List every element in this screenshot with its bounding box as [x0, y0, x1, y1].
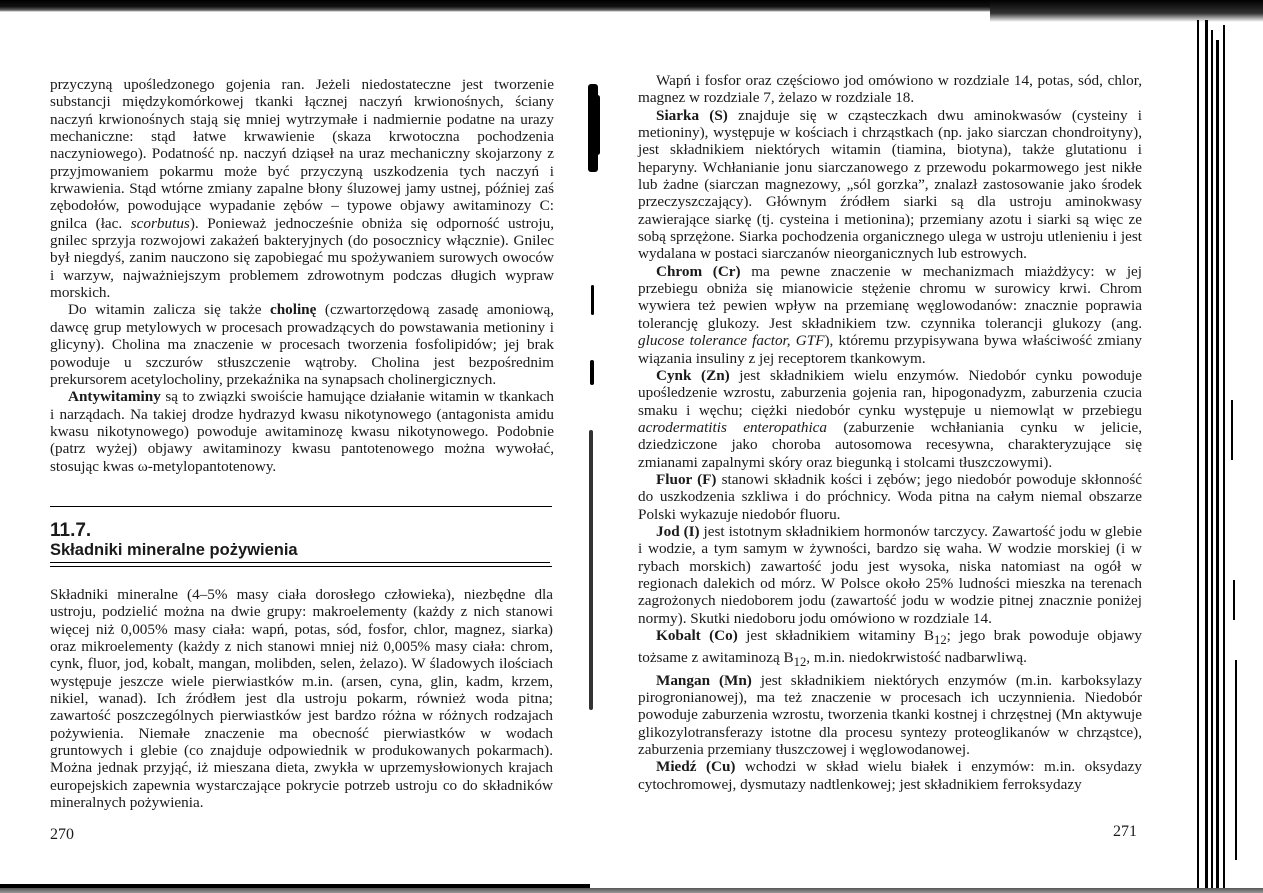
left-column-top	[50, 76, 554, 475]
paragraph: Cynk (Zn) jest składnikiem wielu enzymów. Niedobór cynku powoduje upośledzenie wzrostu, zaburzenia gojenia ran, hipogonadyzm, zaburzenia czucia smaku i węchu; ciężki niedobór cynku występuje u niemowląt w przebiegu acrodermatitis enteropathica (zaburzenie wchłaniania cynku w jelicie, dziedziczone jako choroba autosomowa recesywna, charakteryzujące się zmianami zapalnymi skóry oraz biegunką i stolcami tłuszczowymi).	[638, 366, 1142, 471]
paragraph: Mangan (Mn) jest składnikiem niektórych enzymów (m.in. karboksylazy pirogronianowej), ma też znaczenie w procesach ich uczynnienia. Niedobór powoduje zaburzenia wzrostu, tworzenia tkanki kostnej i chrzęstnej (Mn aktywuje glikozylotransferazy istotne dla procesu syntezy proteoglikanów w chrząstce), zaburzenia przemiany tłuszczowej i węglowodanowej.	[638, 671, 1143, 759]
paragraph: Jod (I) jest istotnym składnikiem hormonów tarczycy. Zawartość jodu w glebie i wodzie, a tym samym w żywności, bardzo się waha. W wodzie morskiej (i w rybach morskich) zawartość jodu jest wysoka, niska natomiast na ogół w regionach dalekich od mórz. W Polsce około 25% ludności mieszka na terenach zagrożonych niedoborem jodu (zawartość jodu w wodzie pitnej znacznie poniżej normy). Skutki niedoboru jodu omówiono w rozdziale 14.	[638, 522, 1142, 627]
section-top-rule	[50, 506, 552, 507]
gutter-mark	[591, 285, 594, 315]
gutter-mark	[589, 430, 593, 710]
paragraph: Kobalt (Co) jest składnikiem witaminy $B_{12}$; jego brak powoduje objawy tożsame z awitaminozą $B_{12}$, m.in. niedokrwistość nadbarwliwą.	[638, 627, 1143, 670]
left-page	[0, 0, 600, 893]
paragraph: Do witamin zalicza się także cholinę (czwartorzędową zasadę amoniową, dawcę grup metylowych w procesach prowadzących do powstawania metioniny i glicyny). Cholina ma znaczenie w procesach tworzenia fosfolipidów; jej brak powoduje u szczurów stłuszczenie wątroby. Cholina jest bezpośrednim prekursorem acetylocholiny, przekaźnika na synapsach cholinergicznych.	[50, 301, 554, 388]
section-title: Składniki mineralne pożywienia	[50, 540, 550, 563]
right-page	[600, 0, 1263, 893]
gutter-mark	[590, 360, 594, 385]
paragraph: Antywitaminy są to związki swoiście hamujące działanie witamin w tkankach i narządach. Na takiej drodze hydrazyd kwasu nikotynowego (antagonista amidu kwasu nikotynowego) powoduje awitaminozę kwasu nikotynowego. Podobnie (patrz wyżej) objawy awitaminozy kwasu pantotenowego można wywołać, stosując kwas ω-metylopantotenowy.	[50, 388, 554, 475]
page-number-right: 271	[1113, 823, 1137, 840]
paragraph: Składniki mineralne (4–5% masy ciała dorosłego człowieka), niezbędne dla ustroju, podzielić można na dwie grupy: makroelementy (każdy z nich stanowi więcej niż 0,005% masy ciała: wapń, potas, sód, fosfor, chlor, magnez, siarka) oraz mikroelementy (każdy z nich stanowi mniej niż 0,005% masy ciała: chrom, cynk, fluor, jod, kobalt, mangan, molibden, selen, żelazo). W śladowych ilościach występuje jeszcze wiele pierwiastków m.in. (arsen, cyna, glin, kadm, krzem, nikiel, wanad). Ich źródłem jest dla ustroju pokarm, również woda pitna; zawartość poszczególnych pierwiastków jest bardzo różna w różnych rodzajach pożywienia. Niemałe znaczenie ma obecność pierwiastków w wodach gruntowych i glebie (co znajduje odpowiednik w produkowanych pokarmach). Można jednak przyjąć, iż mieszana dieta, zwykła w uprzemysłowionych krajach europejskich zapewnia wystarczające pokrycie potrzeb ustroju co do składników mineralnych pożywienia.	[50, 586, 553, 812]
left-column-bottom	[50, 586, 553, 811]
page-number-left: 270	[50, 826, 74, 843]
page-edge-lines	[1185, 20, 1263, 893]
section-bottom-rule	[50, 566, 552, 567]
paragraph: Siarka (S) znajduje się w cząsteczkach dwu aminokwasów (cysteiny i metioniny), występuje w kościach i chrząstkach (np. jako siarczan chondroityny), jest składnikiem niektórych witamin (tiamina, biotyna), także glutationu i heparyny. Wchłanianie jonu siarczanowego z przewodu pokarmowego jest nikłe lub żadne (siarczan magnezowy, „sól gorzka”, znalazł zastosowanie jako środek przeczyszczający). Głównym źródłem siarki są dla ustroju aminokwasy zawierające siarkę (tj. cysteina i metionina); przemiany azotu i siarki są więc ze sobą sprzężone. Siarka pochodzenia organicznego ulega w ustroju utlenieniu i jest wydalana w postaci siarczanów nieorganicznych lub estrowych.	[638, 106, 1142, 263]
paragraph: Miedź (Cu) wchodzi w skład wielu białek i enzymów: m.in. oksydazy cytochromowej, dysmutazy nadtlenkowej; jest składnikiem ferroksydazy	[638, 758, 1142, 793]
paragraph: Fluor (F) stanowi składnik kości i zębów; jego niedobór powoduje skłonność do uszkodzenia szkliwa i do próchnicy. Woda pitna na całym niemal obszarze Polski wykazuje niedobór fluoru.	[638, 470, 1142, 523]
section-number: 11.7.	[50, 520, 92, 541]
paragraph: Chrom (Cr) ma pewne znaczenie w mechanizmach miażdżycy: w jej przebiegu obniża się mianowicie stężenie chromu w surowicy krwi. Chrom wywiera też pewien wpływ na przemianę węglowodanów: znacznie poprawia tolerancję glukozy. Jest składnikiem tzw. czynnika tolerancji glukozy (ang. glucose tolerance factor, GTF), któremu przypisywana bywa właściwość zmiany wiązania insuliny z jej receptorem tkankowym.	[638, 262, 1143, 367]
paragraph: Wapń i fosfor oraz częściowo jod omówiono w rozdziale 14, potas, sód, chlor, magnez w rozdziale 7, żelazo w rozdziale 18.	[638, 72, 1142, 107]
scan-bottom-shadow	[0, 888, 1263, 893]
right-column	[638, 72, 1142, 793]
paragraph: przyczyną upośledzonego gojenia ran. Jeżeli niedostateczne jest tworzenie substancji międzykomórkowej tkanki łącznej naczyń krwionośnych, ściany naczyń krwionośnych stają się mniej wytrzymałe i nadmiernie podatne na urazy mechaniczne: stąd łatwe krwawienie (skaza krwotoczna pochodzenia naczyniowego). Podatność np. naczyń dziąseł na uraz mechaniczny skojarzony z przyjmowaniem pokarmu może być przyczyną uszkodzenia tych naczyń i krwawienia. Stąd wtórne zmiany zapalne błony śluzowej jamy ustnej, później zaś zębodołów, powodujące wypadanie zębów – typowe objawy awitaminozy C: gnilca (łac. scorbutus). Ponieważ jednocześnie obniża się odporność ustroju, gnilec sprzyja rozwojowi zakażeń bakteryjnych (do posocznicy włącznie). Gnilec był niegdyś, zanim nauczono się zapobiegać mu spożywaniem surowych owoców i warzyw, najważniejszym problemem zdrowotnym podczas długich wypraw morskich.	[50, 76, 554, 302]
